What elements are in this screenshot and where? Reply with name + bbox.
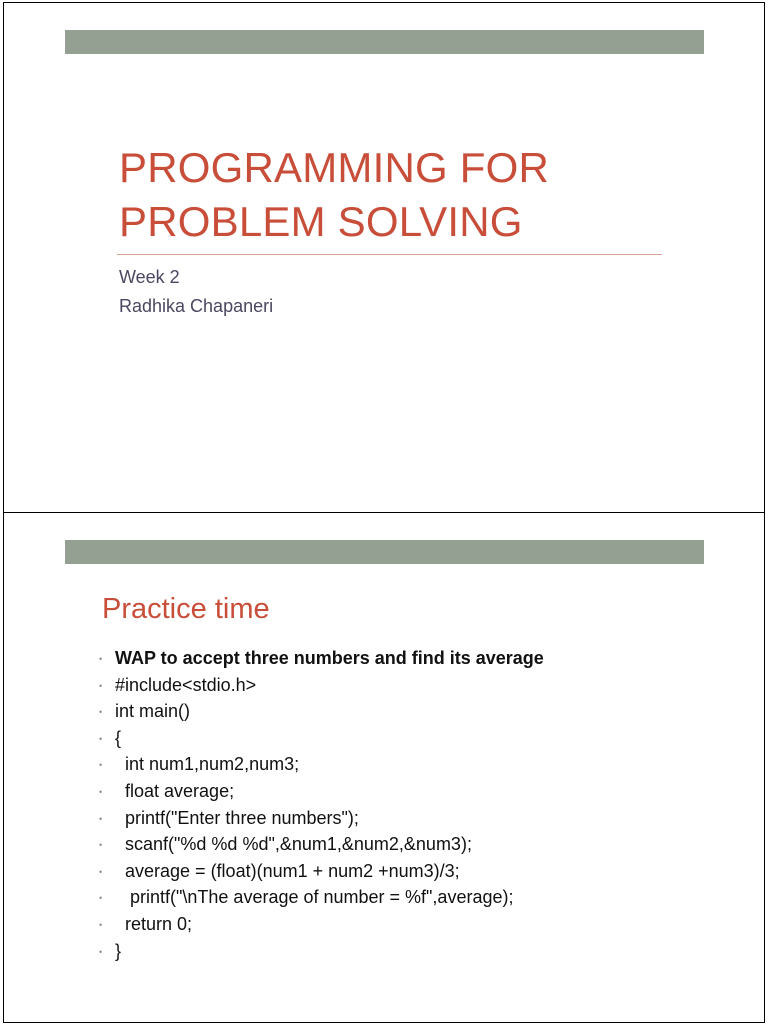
slide-1-header-bar bbox=[65, 30, 704, 54]
title-divider bbox=[117, 254, 662, 255]
subtitle-author: Radhika Chapaneri bbox=[119, 296, 274, 316]
bullet-icon: • bbox=[99, 866, 103, 877]
bullet-icon: • bbox=[99, 760, 103, 771]
bullet-text: average = (float)(num1 + num2 +num3)/3; bbox=[115, 860, 460, 881]
slide-2-title: Practice time bbox=[102, 593, 270, 625]
bullet-icon: • bbox=[99, 919, 103, 930]
bullet-text: int main() bbox=[115, 701, 191, 722]
slide-1-title bbox=[119, 141, 679, 249]
slide-2 bbox=[3, 512, 765, 1023]
bullet-text: { bbox=[115, 727, 122, 748]
bullet-icon: • bbox=[99, 654, 103, 664]
bullet-text: printf("\nThe average of number = %f",average); bbox=[115, 887, 514, 908]
title-line-2: PROBLEM SOLVING bbox=[119, 198, 523, 245]
bullet-text: } bbox=[115, 940, 122, 961]
bullet-icon: • bbox=[99, 840, 103, 851]
bullet-text: int num1,num2,num3; bbox=[115, 754, 300, 775]
bullet-icon: • bbox=[99, 946, 103, 957]
bullet-text: return 0; bbox=[115, 913, 193, 934]
bullet-text: WAP to accept three numbers and find its average bbox=[115, 648, 544, 668]
bullet-text: float average; bbox=[115, 780, 235, 801]
title-line-1: PROGRAMMING FOR bbox=[119, 144, 549, 191]
slide-1 bbox=[3, 2, 765, 513]
bullet-icon: • bbox=[99, 733, 103, 744]
slide-2-header-bar bbox=[65, 540, 704, 564]
bullet-icon: • bbox=[99, 786, 103, 797]
bullet-icon: • bbox=[99, 680, 103, 691]
bullet-icon: • bbox=[99, 893, 103, 904]
bullet-icon: • bbox=[99, 813, 103, 824]
bullet-text: #include<stdio.h> bbox=[115, 674, 257, 695]
bullet-icon: • bbox=[99, 707, 103, 718]
bullet-text: scanf("%d %d %d",&num1,&num2,&num3); bbox=[115, 834, 472, 855]
bullet-text: printf("Enter three numbers"); bbox=[115, 807, 359, 828]
subtitle-week: Week 2 bbox=[119, 267, 180, 287]
